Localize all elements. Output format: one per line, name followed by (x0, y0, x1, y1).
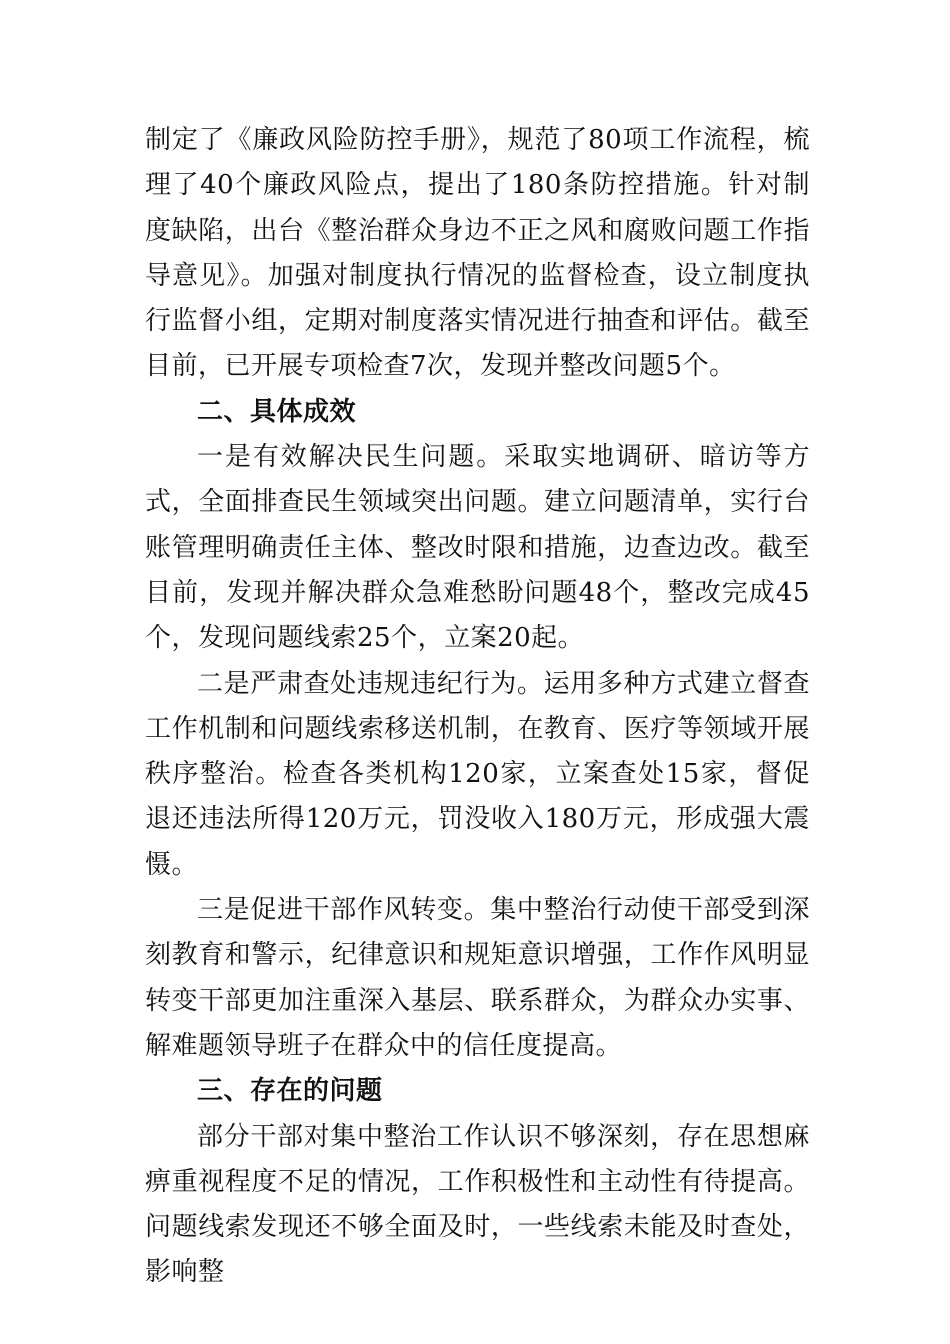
problems-paragraph: 部分干部对集中整治工作认识不够深刻，存在思想麻痹重视程度不足的情况，工作积极性和主动性有待提高。问题线索发现还不够全面及时，一些线索未能及时查处，影响整 (145, 1121, 810, 1288)
result-item-lead: 三是促进干部作风转变。 (197, 895, 491, 926)
section-heading-results: 二、具体成效 (197, 396, 357, 427)
result-item-cadre-style (145, 888, 810, 1069)
result-item-body: 集中整治行动使干部受到深刻教育和警示，纪律意识和规矩意识增强，工作作风明显转变干部更加注重深入基层、联系群众，为群众办实事、解难题领导班子在群众中的信任度提高。 (145, 895, 810, 1061)
result-item-body: 采取实地调研、暗访等方式，全面排查民生领域突出问题。建立问题清单，实行台账管理明确责任主体、整改时限和措施，边查边改。截至目前，发现并解决群众急难愁盼问题48个，整改完成45个，发现问题线索25个，立案20起。 (145, 442, 810, 654)
continued-paragraph: 制定了《廉政风险防控手册》，规范了80项工作流程，梳理了40个廉政风险点，提出了180条防控措施。针对制度缺陷，出台《整治群众身边不正之风和腐败问题工作指导意见》。加强对制度执行情况的监督检查，设立制度执行监督小组，定期对制度落实情况进行抽查和评估。截至目前，已开展专项检查7次，发现并整改问题5个。 (145, 125, 810, 382)
result-item-lead: 一是有效解决民生问题。 (197, 442, 505, 473)
section-heading-problems: 三、存在的问题 (197, 1076, 383, 1107)
result-item-body: 运用多种方式建立督查工作机制和问题线索移送机制，在教育、医疗等领域开展秩序整治。检查各类机构120家，立案查处15家，督促退还违法所得120万元，罚没收入180万元，形成强大震慑。 (145, 668, 810, 880)
result-item-livelihood (145, 435, 810, 661)
document-body (145, 118, 810, 1296)
result-item-lead: 二是严肃查处违规违纪行为。 (197, 668, 544, 699)
result-item-discipline (145, 662, 810, 888)
